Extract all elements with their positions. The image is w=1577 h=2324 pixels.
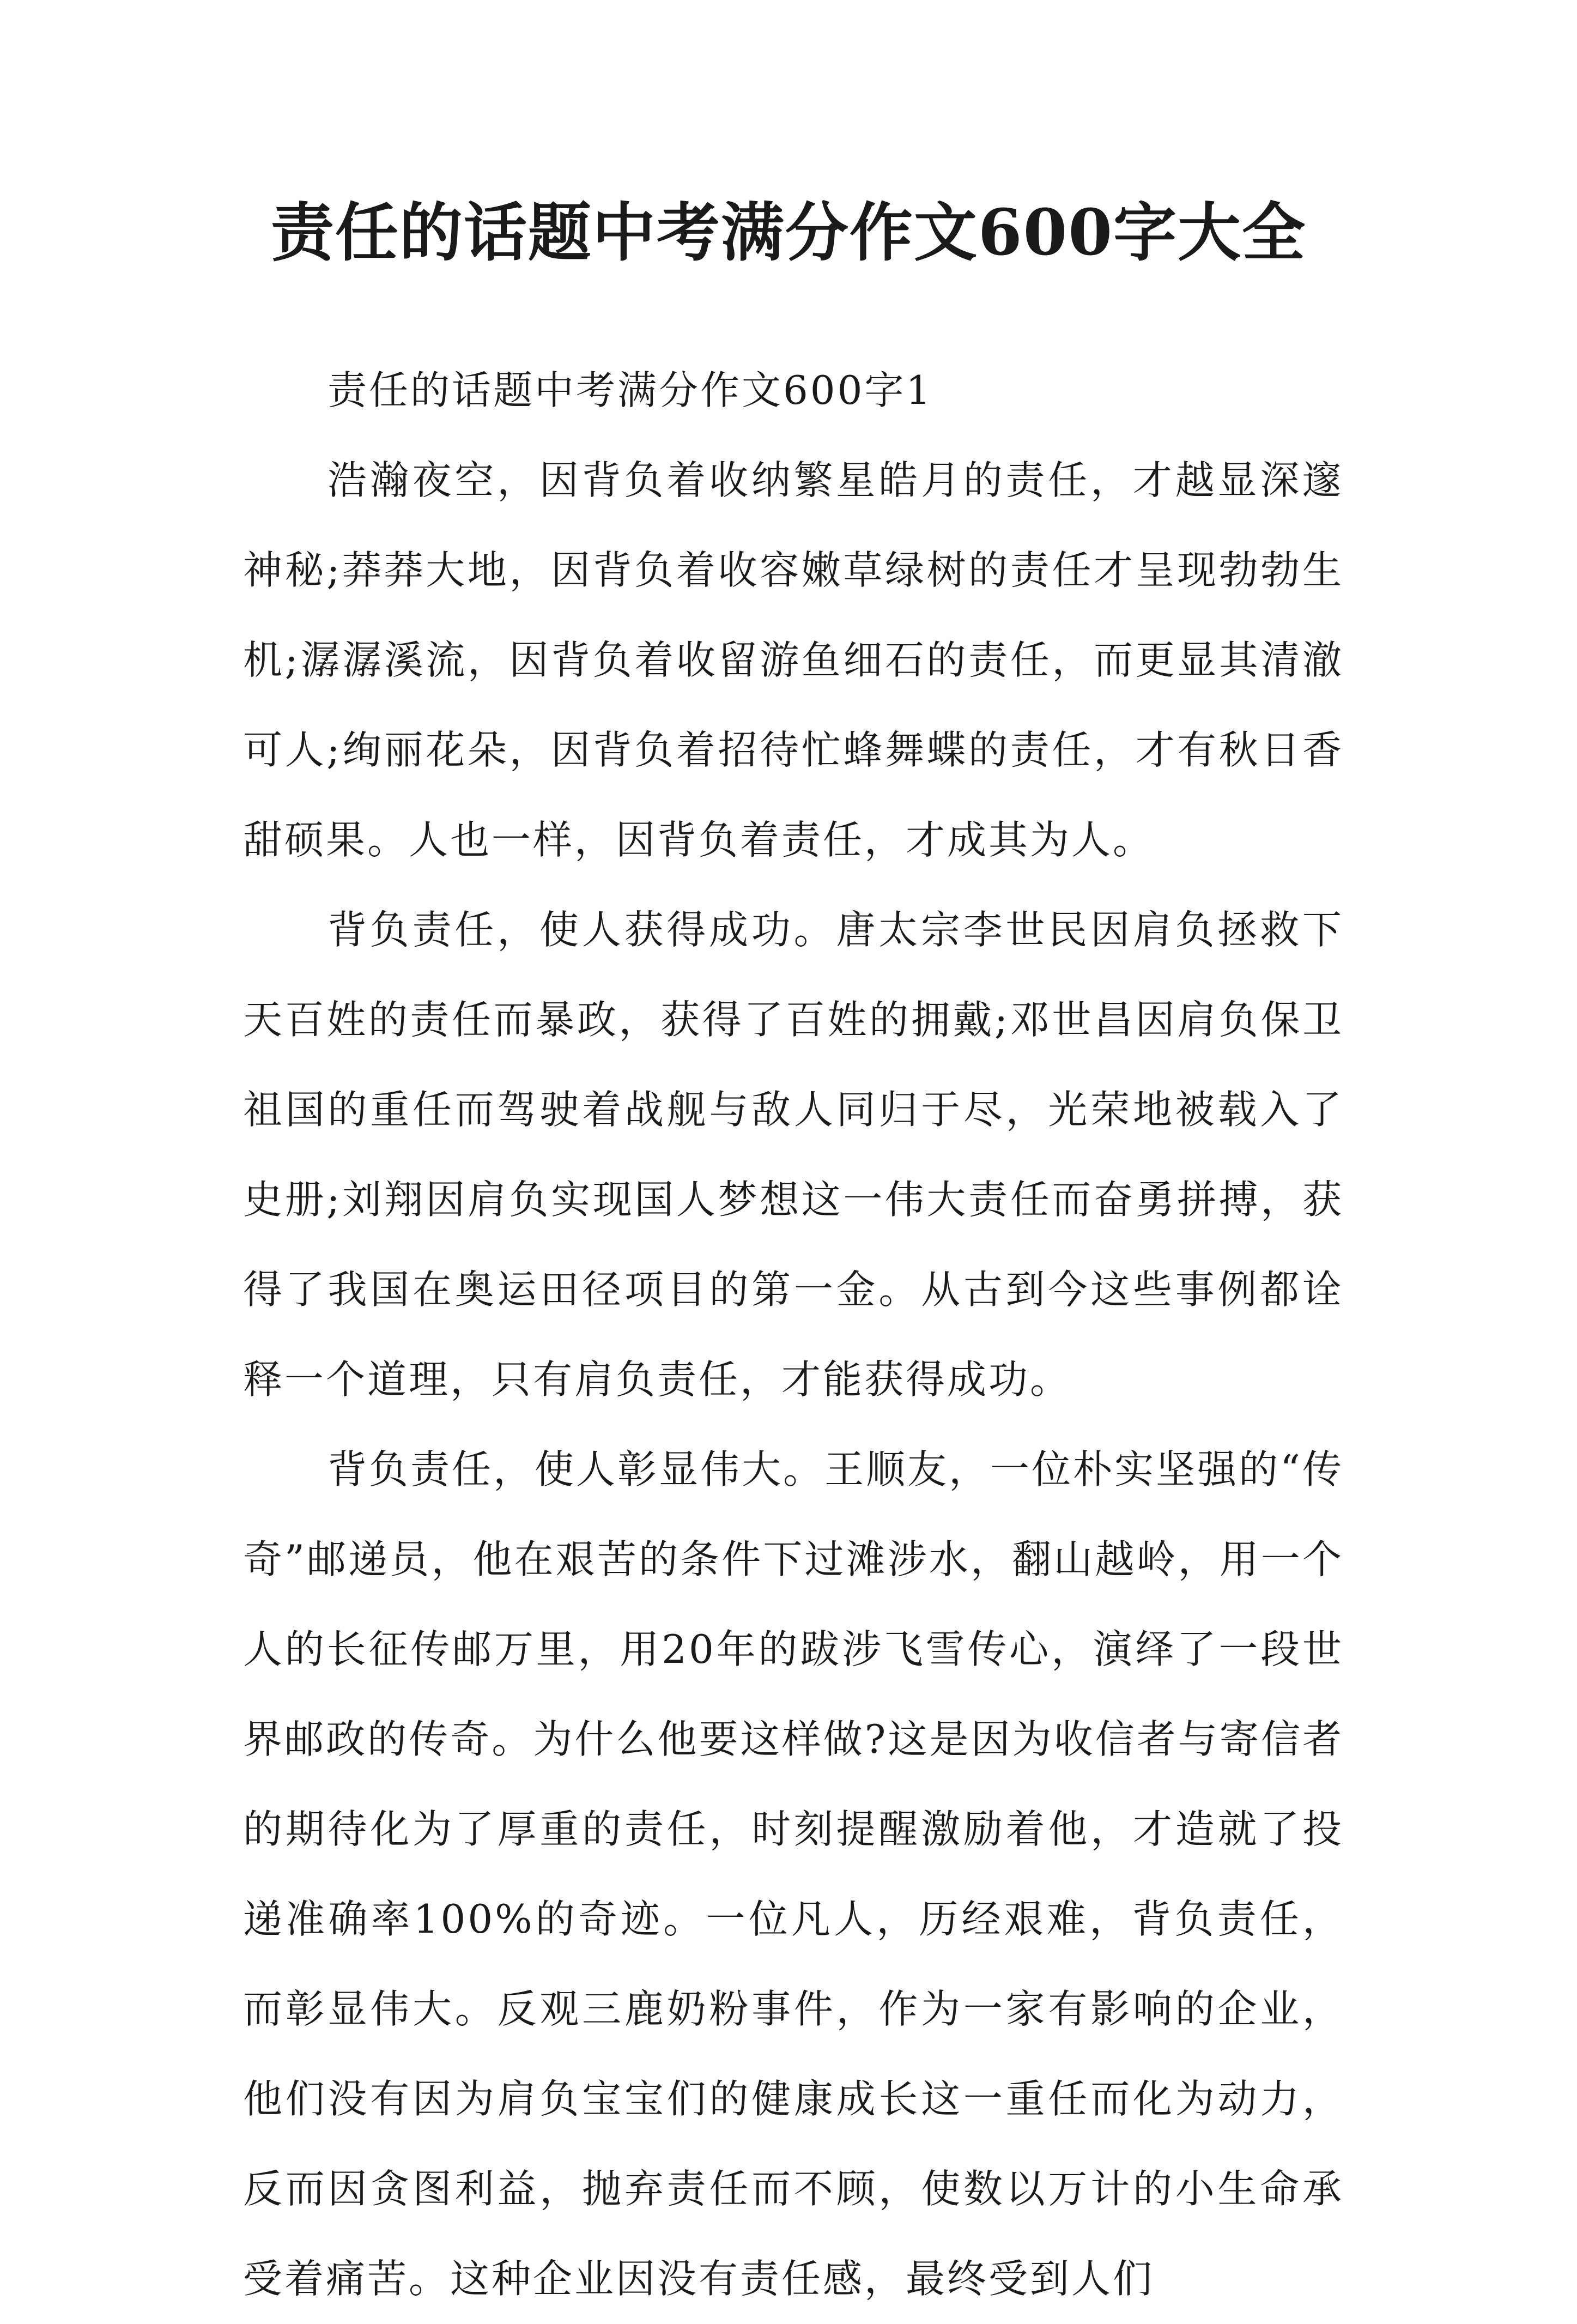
document-title: 责任的话题中考满分作文600字大全 xyxy=(270,196,1307,270)
paragraph-2: 背负责任，使人获得成功。唐太宗李世民因肩负拯救下天百姓的责任而暴政，获得了百姓的拥戴;邓世昌因肩负保卫祖国的重任而驾驶着战舰与敌人同归于尽，光荣地被载入了史册;刘翔因肩负实现国人梦想这一伟大责任而奋勇拼搏，获得了我国在奥运田径项目的第一金。从古到今这些事例都诠释一个道理，只有肩负责任，才能获得成功。 xyxy=(243,907,1344,1402)
document-body xyxy=(243,346,1344,2324)
paragraph-3: 背负责任，使人彰显伟大。王顺友，一位朴实坚强的“传奇”邮递员，他在艰苦的条件下过滩涉水，翻山越岭，用一个人的长征传邮万里，用20年的跋涉飞雪传心，演绎了一段世界邮政的传奇。为什么他要这样做?这是因为收信者与寄信者的期待化为了厚重的责任，时刻提醒激励着他，才造就了投递准确率100%的奇迹。一位凡人，历经艰难，背负责任，而彰显伟大。反观三鹿奶粉事件，作为一家有影响的企业，他们没有因为肩负宝宝们的健康成长这一重任而化为动力，反而因贪图利益，抛弃责任而不顾，使数以万计的小生命承受着痛苦。这种企业因没有责任感，最终受到人们 xyxy=(243,1447,1344,2302)
paragraph-1: 浩瀚夜空，因背负着收纳繁星皓月的责任，才越显深邃神秘;莽莽大地，因背负着收容嫩草绿树的责任才呈现勃勃生机;潺潺溪流，因背负着收留游鱼细石的责任，而更显其清澈可人;绚丽花朵，因背负着招待忙蜂舞蝶的责任，才有秋日香甜硕果。人也一样，因背负着责任，才成其为人。 xyxy=(243,457,1344,863)
section-heading: 责任的话题中考满分作文600字1 xyxy=(327,367,933,413)
